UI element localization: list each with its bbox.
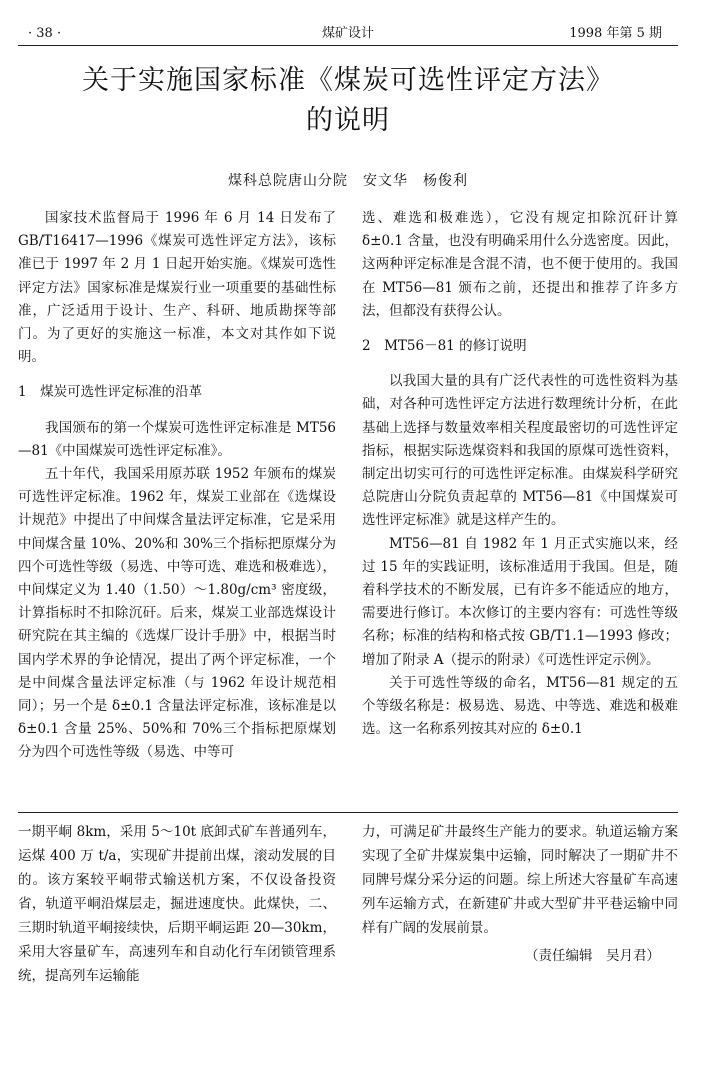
author-byline: 煤科总院唐山分院 安文华 杨俊利 — [228, 173, 468, 189]
intro-paragraph: 国家技术监督局于 1996 年 6 月 14 日发布了 GB/T16417—1996《煤炭可选性评定方法》，该标准已于 1997 年 2 月 1 日起开始实施。《煤炭可选性评定方法》国家标准是煤炭行业一项重要的基础性标准，广泛适用于设计、生产、科研、地质勘探等部门。为了更好的实施这一标准，本文对其作如下说明。 — [18, 210, 336, 366]
paragraph-continued: 选、难选和极难选），它没有规定扣除沉矸计算 δ±0.1 含量，也没有明确采用什么分选密度。因此，这两种评定标准是含混不清，也不便于使用的。我国在 MT56—81 颁布之前，还提出和推荐了许多方法，但都没有获得公认。 — [362, 210, 678, 319]
paragraph: 一期平峒 8km，采用 5～10t 底卸式矿车普通列车，运煤 400 万 t/a，实现矿井提前出煤，滚动发展的目的。该方案较平峒带式输送机方案，不仅设备投资省，轨道平峒沿煤层走，掘进速度快。此煤快，二、三期时轨道平峒接续快，后期平峒运距 20—30km，采用大容量矿车，高速列车和自动化行车闭锁管理系统，提高列车运输能 — [18, 824, 336, 984]
paragraph: 关于可选性等级的命名，MT56—81 规定的五个等级名称是：极易选、易选、中等选、难选和极难选。这一名称系列按其对应的 δ±0.1 — [362, 674, 678, 738]
right-column — [362, 207, 678, 741]
left-column — [18, 207, 336, 765]
header-rule — [18, 45, 678, 46]
section-divider — [18, 812, 678, 813]
section2-heading: 2 MT56－81 的修订说明 — [362, 338, 527, 355]
section1-heading: 1 煤炭可选性评定标准的沿革 — [18, 384, 203, 401]
issue-label: 1998 年第 5 期 — [569, 26, 662, 41]
paragraph: MT56—81 自 1982 年 1 月正式实施以来，经过 15 年的实践证明，该标准适用于我国。但是，随着科学技术的不断发展，已有许多不能适应的地方，需要进行修订。本次修订的主要内容有：可选性等级名称；标准的结构和格式按 GB/T1.1—1993 修改；增加了附录 A（提示的附录）《可选性评定示例》。 — [362, 535, 678, 668]
page-number: · 38 · — [28, 26, 62, 41]
page-header — [18, 22, 678, 52]
editor-credit: （责任编辑 吴月君） — [525, 948, 660, 964]
paragraph: 力，可满足矿井最终生产能力的要求。轨道运输方案实现了全矿井煤炭集中运输，同时解决了一期矿井不同牌号煤分采分运的问题。综上所述大容量矿车高速列车运输方式，在新建矿井或大型矿井平巷运输中同样有广阔的发展前景。 — [362, 824, 678, 936]
article-title-line2: 的说明 — [306, 105, 390, 136]
paragraph: 以我国大量的具有广泛代表性的可选性资料为基础，对各种可选性评定方法进行数理统计分析，在此基础上选择与数量效率相关程度最密切的可选性评定指标，根据实际选煤资料和我国的原煤可选性资料，制定出切实可行的可选性评定标准。由煤炭科学研究总院唐山分院负责起草的 MT56—81《中国煤炭可选性评定标准》就是这样产生的。 — [362, 373, 678, 529]
journal-name: 煤矿设计 — [321, 26, 374, 41]
paragraph: 我国颁布的第一个煤炭可选性评定标准是 MT56—81《中国煤炭可选性评定标准》。 — [18, 419, 336, 459]
bottom-left-column — [18, 820, 336, 988]
paragraph: 五十年代，我国采用原苏联 1952 年颁布的煤炭可选性评定标准。1962 年，煤炭工业部在《选煤设计规范》中提出了中间煤含量法评定标准，它是采用中间煤含量 10%、20%和 30%三个指标把原煤分为四个可选性等级（易选、中等可选、难选和极难选），中间煤定义为 1.40（1.50）～1.80g/cm³ 密度级，计算指标时不扣除沉矸。后来，煤炭工业部选煤设计研究院在其主编的《选煤厂设计手册》中，根据当时国内学术界的争论情况，提出了两个评定标准，一个是中间煤含量法评定标准（与 1962 年设计规范相同）；另一个是 δ±0.1 含量法评定标准，该标准是以 δ±0.1 含量 25%、50%和 70%三个指标把原煤划分为四个可选性等级（易选、中等可 — [18, 466, 336, 761]
bottom-right-column — [362, 820, 678, 968]
article-title-line1: 关于实施国家标准《煤炭可选性评定方法》 — [82, 65, 614, 96]
